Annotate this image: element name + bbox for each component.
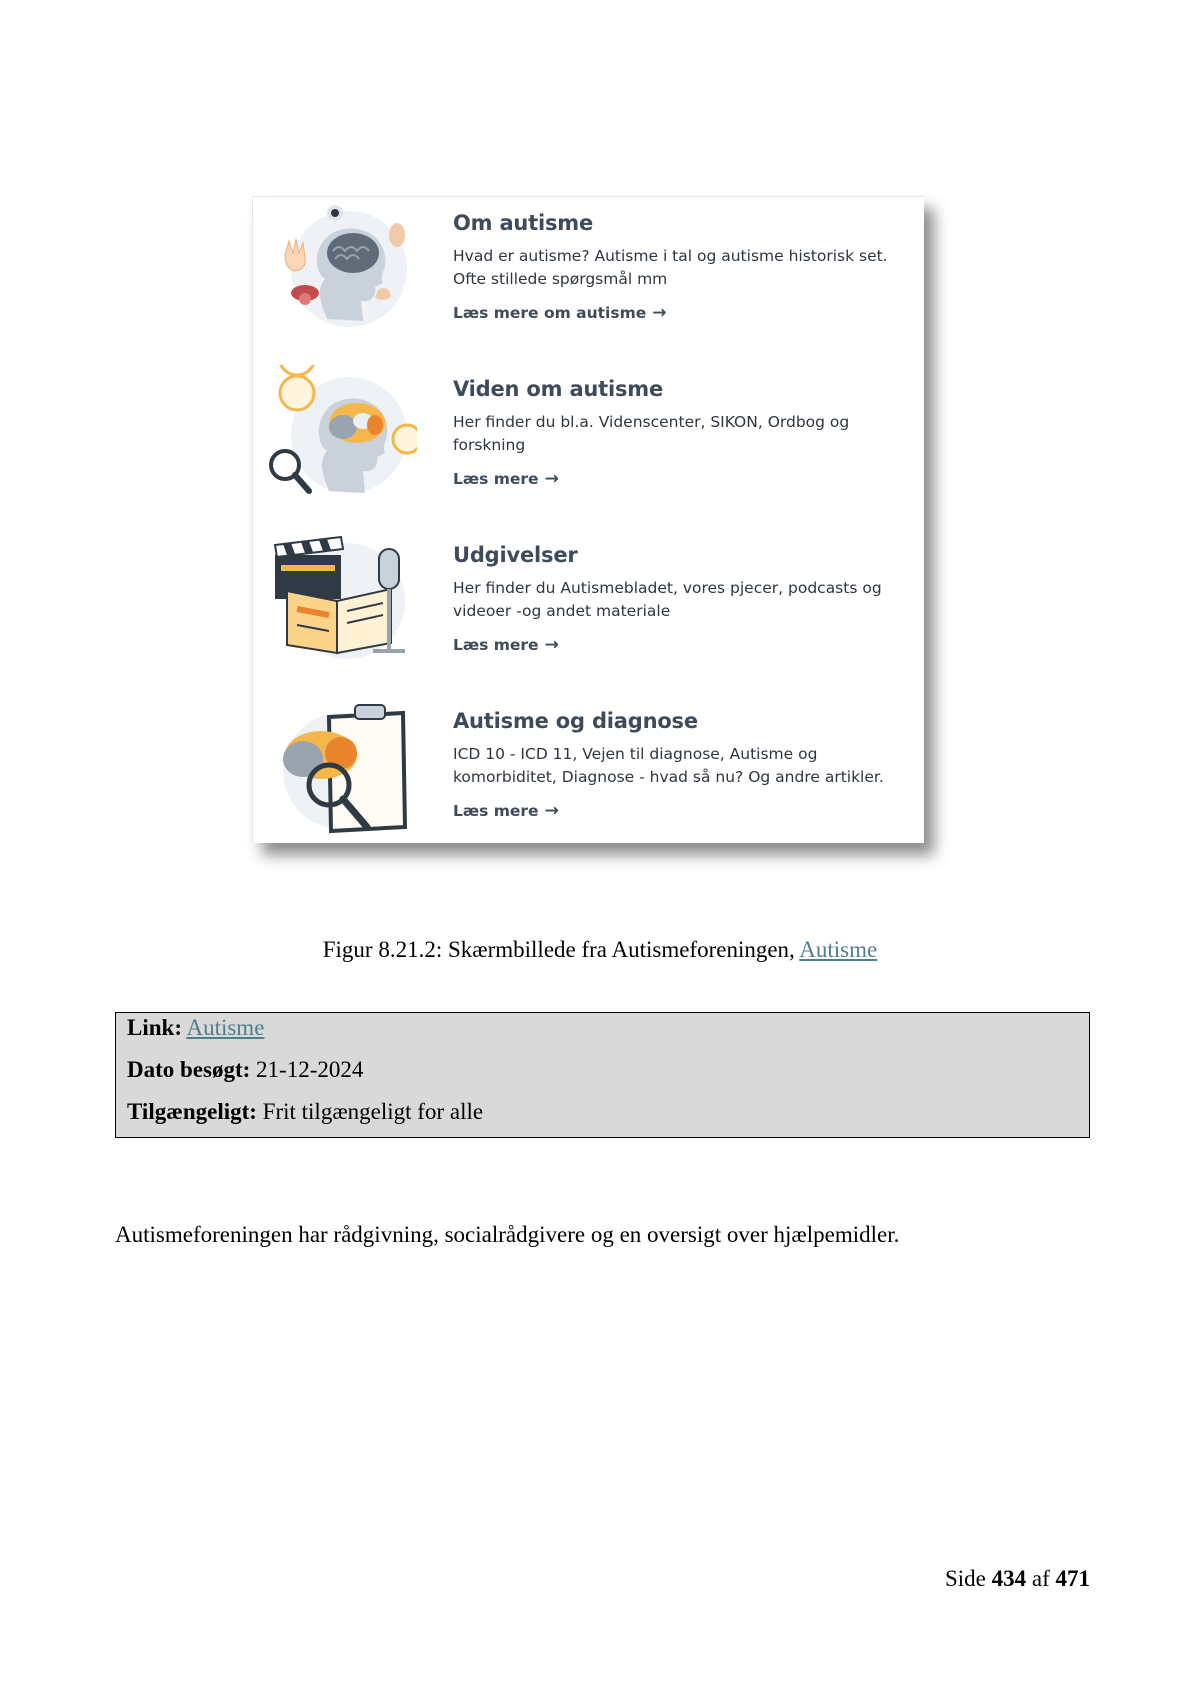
card-description: ICD 10 - ICD 11, Vejen til diagnose, Autisme og komorbiditet, Diagnose - hvad så nu? Og andre artikler.	[453, 745, 884, 786]
card-description: Hvad er autisme? Autisme i tal og autisme historisk set. Ofte stillede spørgsmål mm	[453, 247, 888, 288]
card-description: Her finder du bl.a. Videnscenter, SIKON, Ordbog og forskning	[453, 413, 850, 454]
info-date-row: Dato besøgt: 21-12-2024	[127, 1057, 364, 1082]
card-om-autisme	[253, 197, 924, 363]
info-link-row: Link: Autisme	[127, 1015, 265, 1040]
arrow-right-icon: →	[544, 469, 559, 489]
arrow-right-icon: →	[652, 303, 667, 323]
page-number: Side 434 af 471	[944, 1566, 1090, 1591]
read-more-link[interactable]: Læs mere →	[453, 469, 559, 489]
info-access-row: Tilgængeligt: Frit tilgængeligt for alle	[127, 1099, 484, 1124]
info-box	[115, 1012, 1090, 1138]
card-autisme-og-diagnose	[253, 695, 924, 861]
card-title: Viden om autisme	[453, 377, 664, 401]
card-title: Udgivelser	[453, 543, 578, 567]
head-lightbulbs-illustration	[267, 365, 417, 505]
read-more-link[interactable]: Læs mere →	[453, 801, 559, 821]
card-viden-om-autisme	[253, 363, 924, 529]
arrow-right-icon: →	[544, 801, 559, 821]
read-more-link[interactable]: Læs mere →	[453, 635, 559, 655]
card-title: Om autisme	[453, 211, 594, 235]
card-udgivelser	[253, 529, 924, 695]
media-illustration	[267, 531, 417, 671]
read-more-link[interactable]: Læs mere om autisme →	[453, 303, 667, 323]
diagnosis-illustration	[267, 697, 417, 837]
figure-caption: Figur 8.21.2: Skærmbillede fra Autismeforeningen, Autisme	[322, 937, 878, 962]
info-link[interactable]: Autisme	[186, 1015, 265, 1040]
caption-link[interactable]: Autisme	[799, 937, 878, 962]
head-senses-illustration	[267, 199, 417, 339]
arrow-right-icon: →	[544, 635, 559, 655]
body-paragraph: Autismeforeningen har rådgivning, socialrådgivere og en oversigt over hjælpemidler.	[115, 1222, 900, 1247]
card-title: Autisme og diagnose	[453, 709, 698, 733]
card-description: Her finder du Autismebladet, vores pjecer, podcasts og videoer -og andet materiale	[453, 579, 882, 620]
website-screenshot	[252, 196, 924, 843]
